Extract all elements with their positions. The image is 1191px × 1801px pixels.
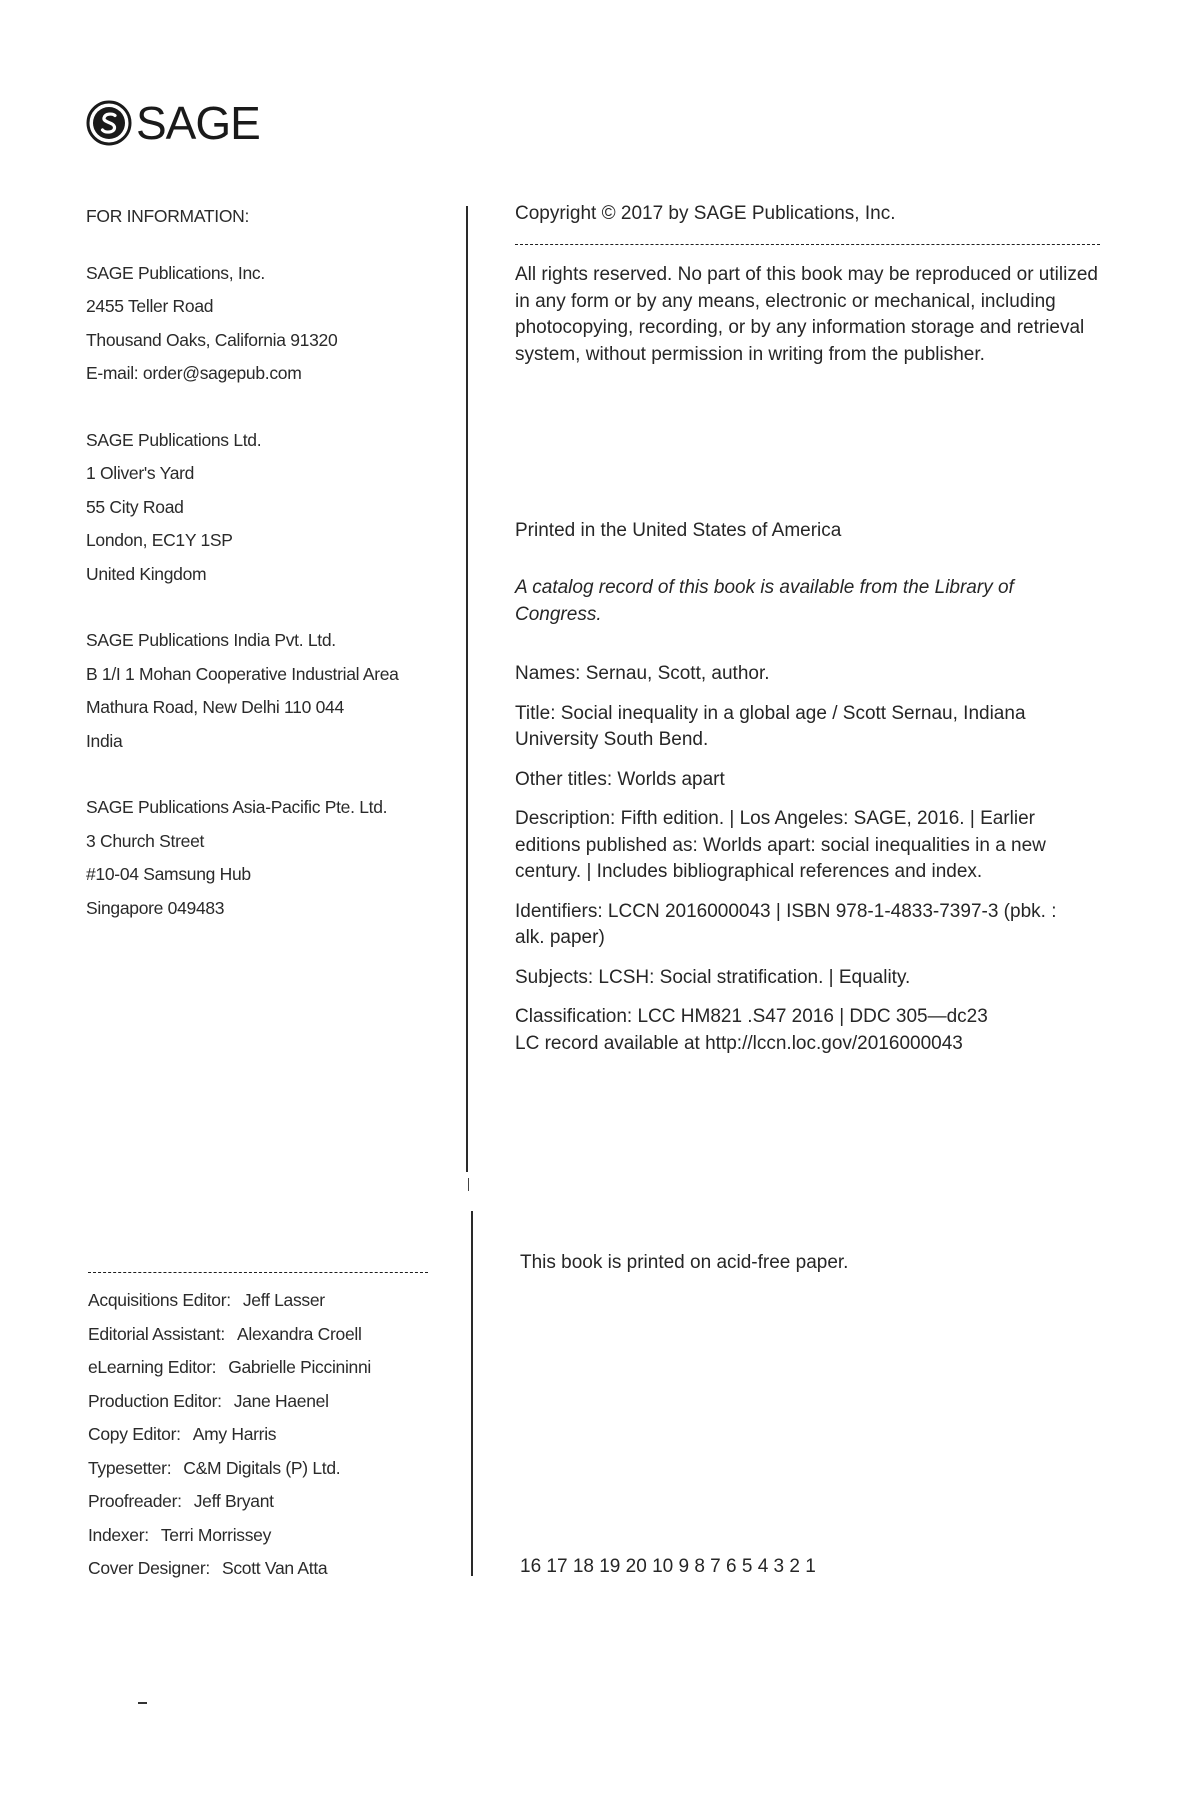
address-line: 1 Oliver's Yard xyxy=(86,463,195,483)
address-block-us xyxy=(86,257,446,391)
copyright-line: Copyright © 2017 by SAGE Publications, Inc. xyxy=(515,203,896,224)
address-line: SAGE Publications Asia-Pacific Pte. Ltd. xyxy=(86,797,388,817)
credit-role: eLearning Editor: xyxy=(88,1357,217,1377)
address-line: Thousand Oaks, California 91320 xyxy=(86,329,338,350)
credit-name: Scott Van Atta xyxy=(221,1558,328,1578)
sage-logo-icon xyxy=(86,100,132,146)
address-line: 55 City Road xyxy=(86,496,184,517)
printed-in: Printed in the United States of America xyxy=(515,520,842,541)
address-line: India xyxy=(86,730,123,751)
credit-row xyxy=(88,1318,448,1352)
address-line: Singapore 049483 xyxy=(86,897,225,918)
credit-row xyxy=(88,1485,448,1519)
printing-line: 16 17 18 19 20 10 9 8 7 6 5 4 3 2 1 xyxy=(520,1556,816,1577)
address-line: London, EC1Y 1SP xyxy=(86,530,233,550)
address-line: SAGE Publications, Inc. xyxy=(86,262,265,283)
cip-classification: Classification: LCC HM821 .S47 2016 | DDC 305—dc23 xyxy=(515,1006,988,1027)
cip-data xyxy=(515,661,1075,1070)
copyright-divider xyxy=(515,244,1100,245)
cip-subjects: Subjects: LCSH: Social stratification. | Equality. xyxy=(515,966,911,988)
credit-role: Acquisitions Editor: xyxy=(88,1290,231,1310)
column-divider xyxy=(466,206,468,1172)
credit-role: Copy Editor: xyxy=(88,1424,181,1444)
credit-row xyxy=(88,1519,448,1553)
credit-name: Terri Morrissey xyxy=(160,1524,272,1545)
cip-identifiers: Identifiers: LCCN 2016000043 | ISBN 978-1-4833-7397-3 (pbk. : alk. paper) xyxy=(515,900,1057,948)
credit-row xyxy=(88,1452,448,1486)
credit-name: Gabrielle Piccininni xyxy=(228,1357,372,1377)
credit-name: Jane Haenel xyxy=(233,1390,329,1411)
cip-title: Title: Social inequality in a global age / Scott Sernau, Indiana University South Bend. xyxy=(515,702,1026,750)
credit-role: Production Editor: xyxy=(88,1390,222,1411)
cip-names: Names: Sernau, Scott, author. xyxy=(515,663,770,684)
address-line: B 1/I 1 Mohan Cooperative Industrial Area xyxy=(86,663,399,684)
address-line: SAGE Publications India Pvt. Ltd. xyxy=(86,630,336,650)
contact-information xyxy=(86,200,446,925)
logo-wordmark: SAGE xyxy=(136,97,260,149)
credit-role: Cover Designer: xyxy=(88,1558,210,1578)
page-mark xyxy=(138,1702,147,1704)
credit-role: Editorial Assistant: xyxy=(88,1323,225,1344)
column-divider xyxy=(471,1211,473,1576)
credit-row xyxy=(88,1385,448,1419)
cip-lc-record: LC record available at http://lccn.loc.gov/2016000043 xyxy=(515,1032,963,1054)
credit-role: Proofreader: xyxy=(88,1491,182,1511)
cip-other-titles: Other titles: Worlds apart xyxy=(515,768,725,790)
credit-role: Typesetter: xyxy=(88,1457,172,1478)
credit-name: Alexandra Croell xyxy=(236,1323,362,1344)
credit-name: Jeff Bryant xyxy=(193,1491,274,1511)
address-line: #10-04 Samsung Hub xyxy=(86,864,251,884)
cip-description: Description: Fifth edition. | Los Angeles: SAGE, 2016. | Earlier editions published as: Worlds apart: social inequalities in a new century. | Includes bibliographical references and index. xyxy=(515,808,1046,882)
credit-row xyxy=(88,1552,448,1586)
credit-row xyxy=(88,1351,448,1385)
credit-name: C&M Digitals (P) Ltd. xyxy=(183,1457,341,1478)
acid-free-note: This book is printed on acid-free paper. xyxy=(520,1252,849,1273)
rights-statement: All rights reserved. No part of this book may be reproduced or utilized in any form or by any means, electronic or mechanical, including photocopying, recording, or by any information storage and retrieval system, without permission in writing from the publisher. xyxy=(515,264,1098,365)
address-line: United Kingdom xyxy=(86,563,207,584)
credit-role: Indexer: xyxy=(88,1524,149,1545)
publisher-logo xyxy=(86,97,260,149)
address-line: 3 Church Street xyxy=(86,830,205,851)
address-block-uk xyxy=(86,424,446,592)
column-divider-mark xyxy=(468,1178,469,1191)
address-block-india xyxy=(86,624,446,758)
address-line: 2455 Teller Road xyxy=(86,296,214,316)
address-block-asia-pacific xyxy=(86,791,446,925)
credits-divider xyxy=(88,1272,428,1273)
address-line: Mathura Road, New Delhi 110 044 xyxy=(86,697,344,717)
address-line: SAGE Publications Ltd. xyxy=(86,429,262,450)
email-line: E-mail: order@sagepub.com xyxy=(86,363,302,383)
credit-row xyxy=(88,1284,448,1318)
info-heading: FOR INFORMATION: xyxy=(86,206,250,226)
credit-name: Jeff Lasser xyxy=(242,1290,325,1310)
credit-name: Amy Harris xyxy=(192,1424,277,1444)
catalog-record-note: A catalog record of this book is available from the Library of Congress. xyxy=(515,577,1014,625)
production-credits xyxy=(88,1284,448,1586)
credit-row xyxy=(88,1418,448,1452)
